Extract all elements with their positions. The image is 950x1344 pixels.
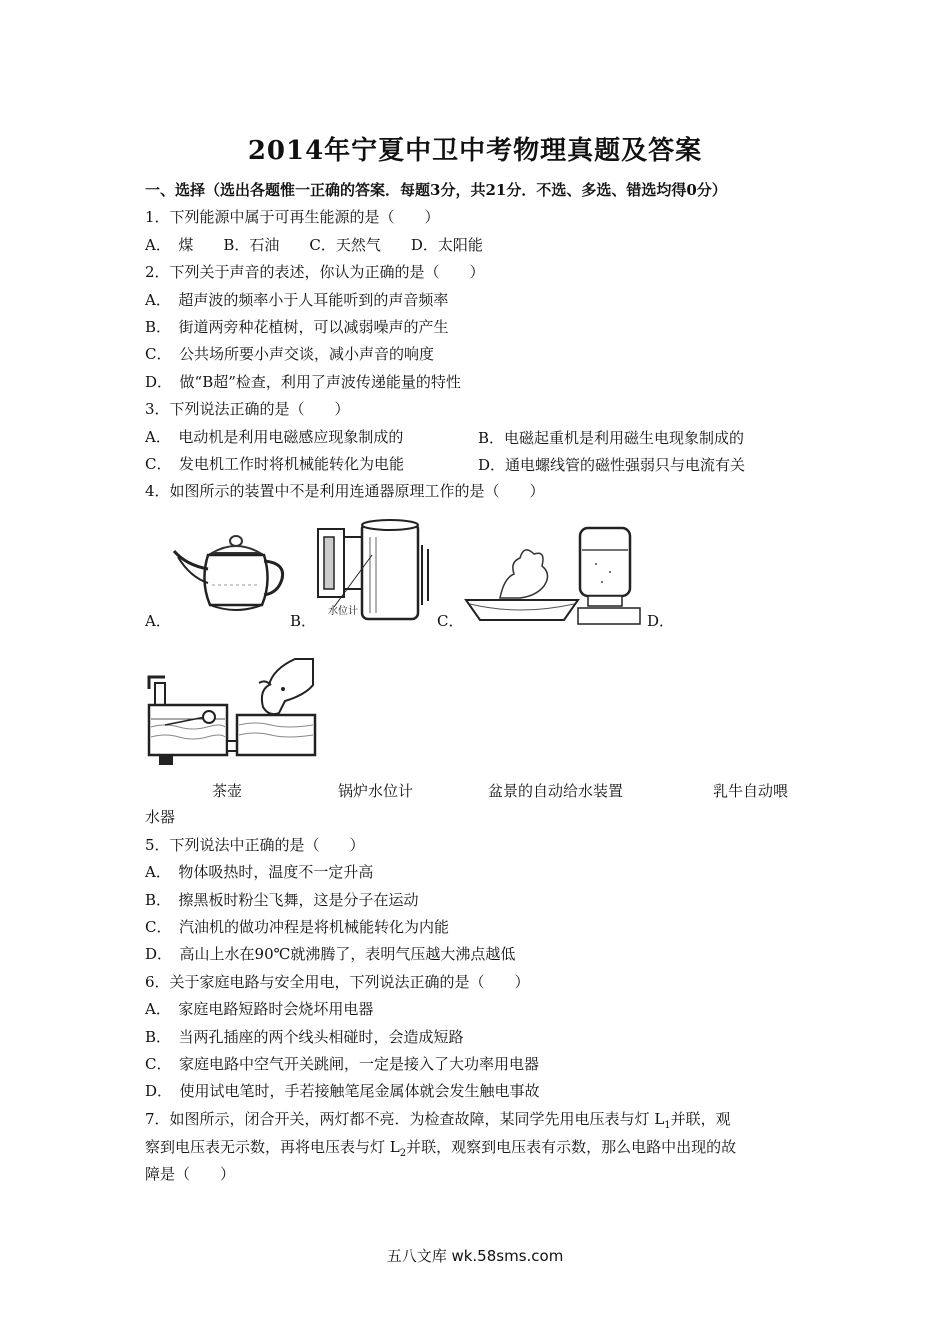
q3-option-d: D．通电螺线管的磁性强弱只与电流有关 (478, 456, 746, 474)
q1-options: A． 煤 B．石油 C．天然气 D．太阳能 (145, 236, 483, 254)
section-heading: 一、选择（选出各题惟一正确的答案．每题3分，共21分．不选、多选、错选均得0分） (145, 181, 727, 199)
q2-option-c: C． 公共场所要小声交谈，减小声音的响度 (145, 345, 434, 363)
q2-option-d: D． 做“B超”检查，利用了声波传递能量的特性 (145, 373, 461, 391)
q6-option-c: C． 家庭电路中空气开关跳闸，一定是接入了大功率用电器 (145, 1055, 539, 1073)
q2-option-a: A． 超声波的频率小于人耳能听到的声音频率 (145, 291, 449, 309)
caption-cow-drinker-cont: 水器 (145, 808, 176, 826)
q4-stem: 4．如图所示的装置中不是利用连通器原理工作的是（ ） (145, 482, 545, 500)
bonsai-water-supply-figure (460, 520, 645, 630)
q2-stem: 2．下列关于声音的表述，你认为正确的是（ ） (145, 263, 485, 281)
boiler-gauge-tag: 水位计 (328, 606, 358, 617)
q6-option-d: D． 使用试电笔时，手若接触笔尾金属体就会发生触电事故 (145, 1082, 540, 1100)
q3-option-b: B．电磁起重机是利用磁生电现象制成的 (478, 429, 745, 447)
q6-option-b: B． 当两孔插座的两个线头相碰时，会造成短路 (145, 1028, 464, 1046)
caption-cow-drinker: 乳牛自动喂 (713, 782, 789, 800)
q5-option-d: D． 高山上水在90℃就沸腾了，表明气压越大沸点越低 (145, 945, 516, 963)
teapot-figure (168, 525, 293, 625)
q4-label-b: B． (290, 612, 317, 630)
q7-line-2: 察到电压表无示数，再将电压表与灯 $L_2$并联，观察到电压表有示数，那么电路中出现的故 (145, 1138, 737, 1159)
footer-watermark: 五八文库 wk.58sms.com (386, 1247, 564, 1265)
q6-stem: 6．关于家庭电路与安全用电，下列说法正确的是（ ） (145, 973, 530, 991)
q1-stem: 1．下列能源中属于可再生能源的是（ ） (145, 208, 440, 226)
q5-stem: 5．下列说法中正确的是（ ） (145, 836, 365, 854)
q3-stem: 3．下列说法正确的是（ ） (145, 400, 350, 418)
q6-option-a: A． 家庭电路短路时会烧坏用电器 (145, 1000, 374, 1018)
q3-option-a: A． 电动机是利用电磁感应现象制成的 (145, 428, 404, 446)
q7-line-1: 7．如图所示，闭合开关，两灯都不亮．为检查故障，某同学先用电压表与灯 $L_1$并联，观 (145, 1110, 731, 1131)
q5-option-c: C． 汽油机的做功冲程是将机械能转化为内能 (145, 918, 449, 936)
q4-label-c: C． (437, 612, 464, 630)
caption-bonsai-supply: 盆景的自动给水装置 (488, 782, 624, 800)
q3-option-c: C． 发电机工作时将机械能转化为电能 (145, 455, 404, 473)
cow-drinker-figure (145, 655, 320, 770)
page-title: 2014年宁夏中卫中考物理真题及答案 (247, 136, 703, 166)
q7-line-3: 障是（ ） (145, 1165, 236, 1183)
q5-option-b: B． 擦黑板时粉尘飞舞，这是分子在运动 (145, 891, 419, 909)
q5-option-a: A． 物体吸热时，温度不一定升高 (145, 863, 374, 881)
q4-label-d: D． (647, 612, 675, 630)
q2-option-b: B． 街道两旁种花植树，可以减弱噪声的产生 (145, 318, 449, 336)
caption-teapot: 茶壶 (212, 782, 243, 800)
q4-label-a: A． (145, 612, 171, 630)
caption-boiler-gauge: 锅炉水位计 (338, 782, 414, 800)
